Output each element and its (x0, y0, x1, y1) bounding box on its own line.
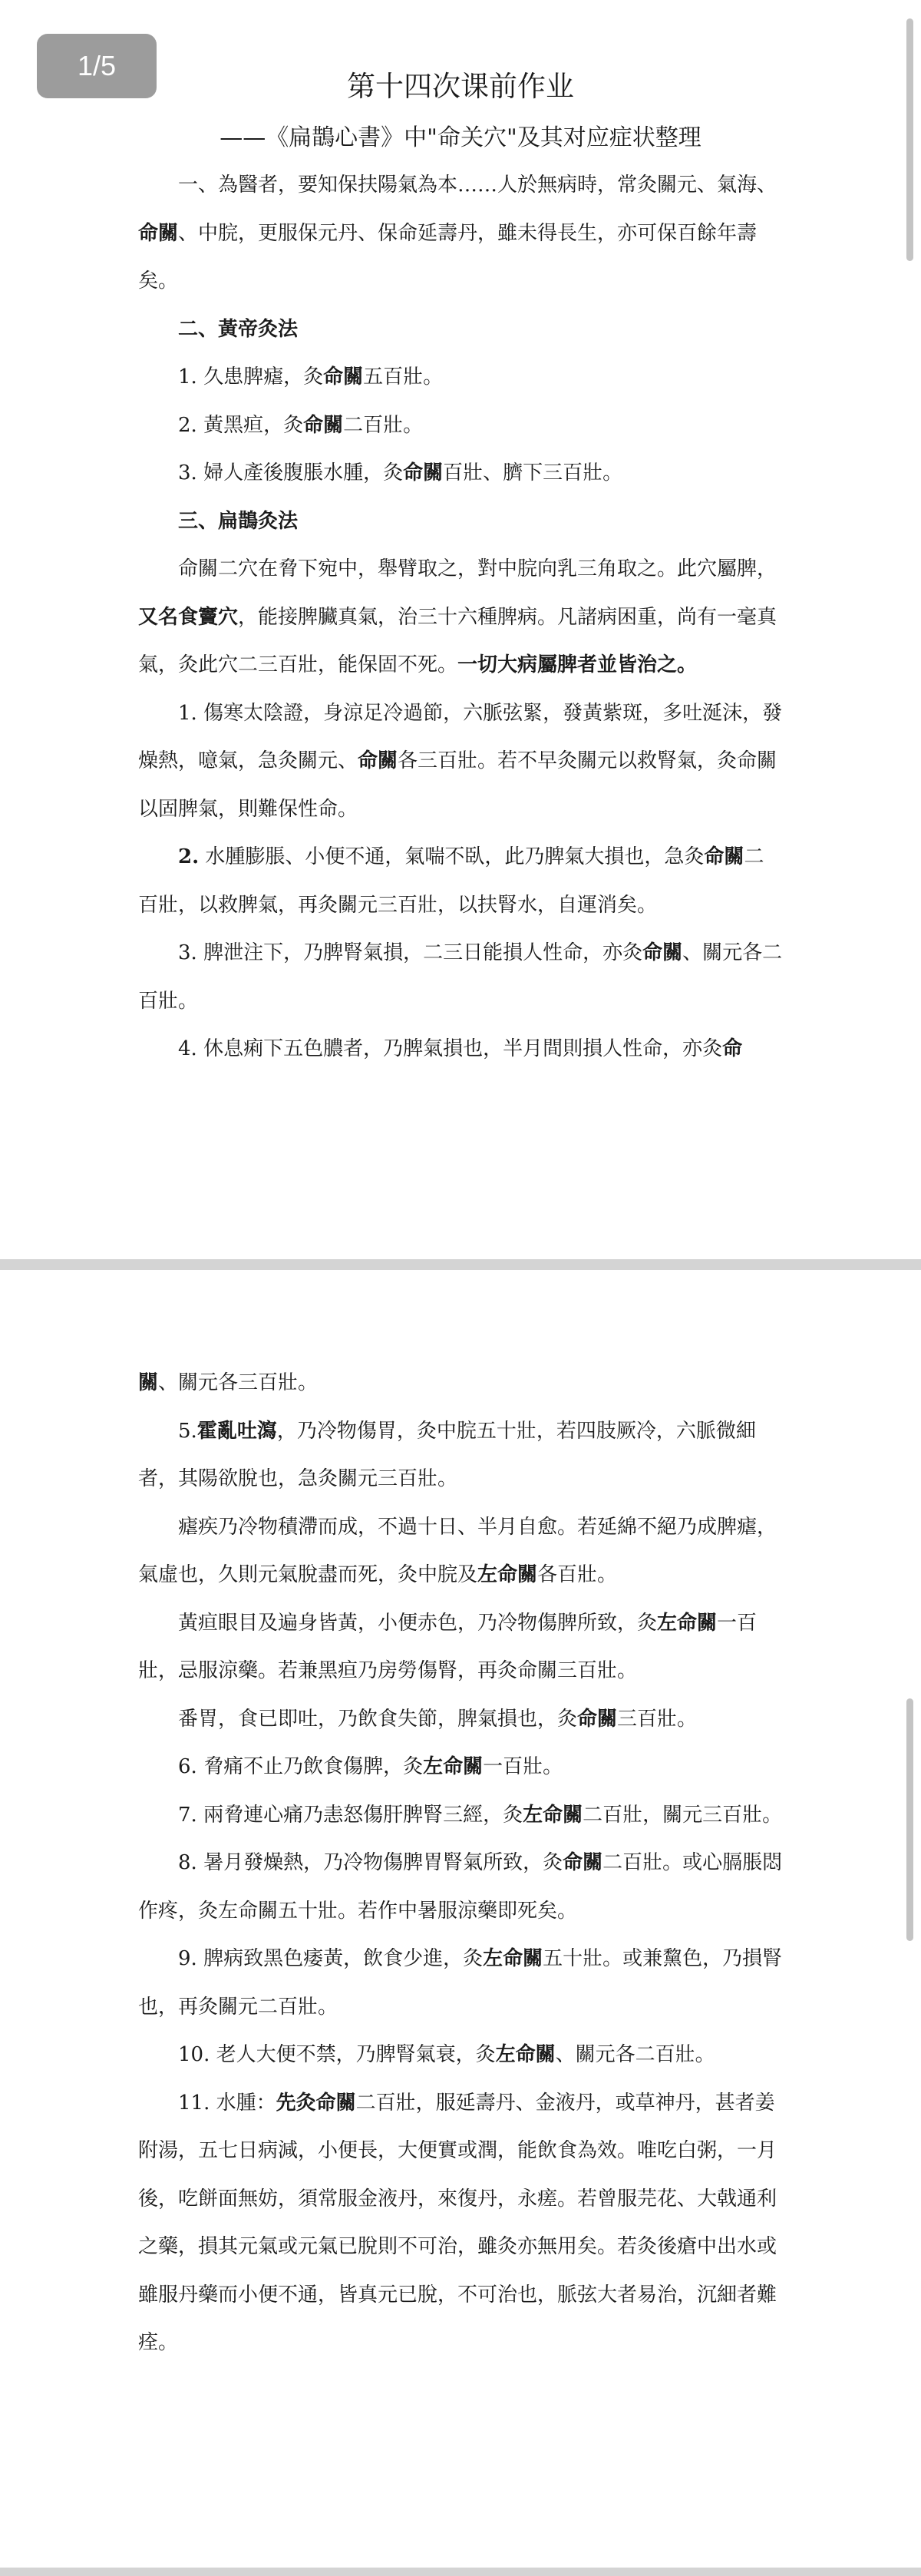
text-run: 5. (178, 1419, 197, 1443)
document-subtitle: ——《扁鵲心書》中"命关穴"及其对应症状整理 (220, 124, 701, 151)
text-run: ，乃冷物傷胃，灸中脘五十壯，若四肢厥冷，六脈微細者，其陽欲脫也，急灸關元三百壯。 (138, 1419, 756, 1490)
text-run: 瘧疾乃冷物積滯而成，不過十日、半月自愈。若延綿不絕乃成脾瘧，氣虛也，久則元氣脫盡而死，灸中脘及 (138, 1515, 777, 1586)
bold-run: 左命關 (523, 1803, 583, 1827)
page-indicator: 1/5 (37, 34, 157, 98)
text-run: 10. 老人大便不禁，乃脾腎氣衰，灸 (178, 2043, 496, 2066)
bold-run: 左命關 (483, 1947, 543, 1970)
text-run: 二百壯，以救脾氣，再灸關元三百壯，以扶腎水，自運消矣。 (138, 845, 764, 917)
list-item (138, 1791, 783, 1840)
document-page-1 (0, 0, 921, 1259)
list-item (138, 1839, 783, 1935)
list-item (138, 1743, 783, 1791)
text-run: 、關元各二百壯。 (555, 2043, 715, 2066)
bold-run: 左命關 (423, 1755, 484, 1778)
bold-run: 霍亂吐瀉 (196, 1419, 277, 1443)
paragraph-intro (138, 161, 783, 306)
text-run: 命關二穴在脅下宛中，舉臂取之，對中脘向乳三角取之。此穴屬脾， (178, 557, 777, 580)
continued-line (138, 1359, 783, 1407)
text-run: 8. 暑月發燥熱，乃冷物傷脾胃腎氣所致，灸 (178, 1851, 563, 1874)
paragraph (138, 1599, 783, 1695)
text-run: 3. 脾泄注下，乃脾腎氣損，二三日能損人性命，亦灸 (178, 941, 643, 964)
bold-run: 2. (178, 845, 200, 868)
text-run: 二百壯。或心膈脹悶作疼，灸左命關五十壯。若作中暑服涼藥即死矣。 (138, 1851, 783, 1923)
text-run: 各百壯。 (537, 1563, 618, 1586)
bold-run: 命關 (704, 845, 744, 868)
list-item (138, 929, 783, 1025)
text-run: 6. 脅痛不止乃飲食傷脾，灸 (178, 1755, 424, 1778)
list-item (138, 353, 783, 402)
text-run: 一百壯。 (483, 1755, 563, 1778)
paragraph (138, 1695, 783, 1744)
bold-run: 關 (138, 1371, 159, 1394)
bold-run: 命關 (403, 461, 444, 484)
paragraph-mingguan (138, 545, 783, 689)
document-page-2 (0, 1270, 921, 2568)
text-run: 2. 黃黑疸，灸 (178, 413, 304, 437)
text-run: 五百壯。 (363, 365, 444, 389)
page-1-content (138, 61, 783, 1073)
bold-run: 命關 (138, 221, 179, 245)
text-run: 三百壯。 (617, 1707, 698, 1731)
bold-run: 先灸命關 (276, 2091, 356, 2115)
list-item (138, 402, 783, 450)
text-run: 二百壯，關元三百壯。 (583, 1803, 783, 1827)
text-run: 3. 婦人產後腹脹水腫，灸 (178, 461, 404, 484)
text-run: 1. 傷寒太陰證，身涼足冷過節，六脈弦緊，發黃紫斑，多吐涎沫，發燥熱，噫氣，急灸關元、 (138, 701, 783, 772)
bold-run: 左命關 (477, 1563, 538, 1586)
bold-run: 命關 (303, 413, 344, 437)
page-separator (0, 2568, 921, 2576)
list-item (138, 689, 783, 834)
scrollbar-thumb[interactable] (906, 18, 913, 261)
bold-run: 左命關 (495, 2043, 556, 2066)
text-run: 、關元各三百壯。 (158, 1371, 319, 1394)
paragraph (138, 1503, 783, 1599)
list-item (138, 1025, 783, 1073)
text-run: 二百壯，服延壽丹、金液丹，或草神丹，甚者姜附湯，五七日病減，小便長，大便實或潤，能飲食為效。唯吃白粥，一月後，吃餅面無妨，須常服金液丹，來復丹，永瘥。若曾服芫花、大戟通利之藥，損其元氣或元氣已脫則不可治，雖灸亦無用矣。若灸後瘡中出水或雖服丹藥而小便不通，皆真元已脫，不可治也，脈弦大者易治，沉細者難痊。 (138, 2091, 777, 2354)
text-run: 、中脘，更服保元丹、保命延壽丹，雖未得長生，亦可保百餘年壽矣。 (138, 221, 758, 293)
bold-run: 又名食竇穴 (138, 605, 239, 629)
text-run: 番胃，食已即吐，乃飲食失節，脾氣損也，灸 (178, 1707, 578, 1731)
bold-run: 一切大病屬脾者並皆治之。 (457, 653, 698, 676)
text-run: 黃疸眼目及遍身皆黃，小便赤色，乃冷物傷脾所致，灸 (178, 1611, 658, 1635)
list-item (138, 1407, 783, 1503)
text-run: 各三百壯。若不早灸關元以救腎氣，灸命關以固脾氣，則難保性命。 (138, 749, 777, 821)
text-run: ，能接脾臟真氣，治三十六種脾病。凡諸病困重，尚有一毫真氣，灸此穴二三百壯，能保固不死。 (138, 605, 777, 676)
text-run: 水腫膨脹、小便不通，氣喘不臥，此乃脾氣大損也，急灸 (199, 845, 705, 868)
page-2-content (138, 1359, 783, 2367)
text-run: 百壯、臍下三百壯。 (443, 461, 623, 484)
text-run: 一、為醫者，要知保扶陽氣為本……人於無病時，常灸關元、氣海、 (178, 174, 777, 197)
list-item (138, 1935, 783, 2031)
text-run: 1. 久患脾瘧，灸 (178, 365, 324, 389)
list-item (138, 2031, 783, 2079)
list-item (138, 449, 783, 498)
document-title: 第十四次课前作业 (347, 70, 574, 103)
bold-run: 命關 (642, 941, 683, 964)
section-heading-bianque: 三、扁鵲灸法 (178, 509, 299, 533)
list-item (138, 833, 783, 929)
text-run: 二百壯。 (343, 413, 424, 437)
section-heading-huangdi: 二、黃帝灸法 (178, 317, 299, 341)
text-run: 4. 休息痢下五色膿者，乃脾氣損也，半月間則損人性命，亦灸 (178, 1037, 723, 1060)
text-run: 7. 兩脅連心痛乃恚怒傷肝脾腎三經，灸 (178, 1803, 523, 1827)
bold-run: 命 (722, 1037, 743, 1060)
scrollbar-thumb[interactable] (906, 1698, 913, 1941)
bold-run: 左命關 (657, 1611, 718, 1635)
list-item (138, 2079, 783, 2367)
bold-run: 命關 (577, 1707, 618, 1731)
bold-run: 命關 (358, 749, 398, 772)
text-run: 一百壯，忌服涼藥。若兼黑疸乃房勞傷腎，再灸命關三百壯。 (138, 1611, 758, 1682)
text-run: 五十壯。或兼黧色，乃損腎也，再灸關元二百壯。 (138, 1947, 783, 2019)
bold-run: 命關 (323, 365, 364, 389)
text-run: 、關元各二百壯。 (138, 941, 783, 1013)
text-run: 9. 脾病致黑色痿黃，飲食少進，灸 (178, 1947, 484, 1970)
bold-run: 命關 (563, 1851, 603, 1874)
text-run: 11. 水腫： (178, 2091, 276, 2115)
